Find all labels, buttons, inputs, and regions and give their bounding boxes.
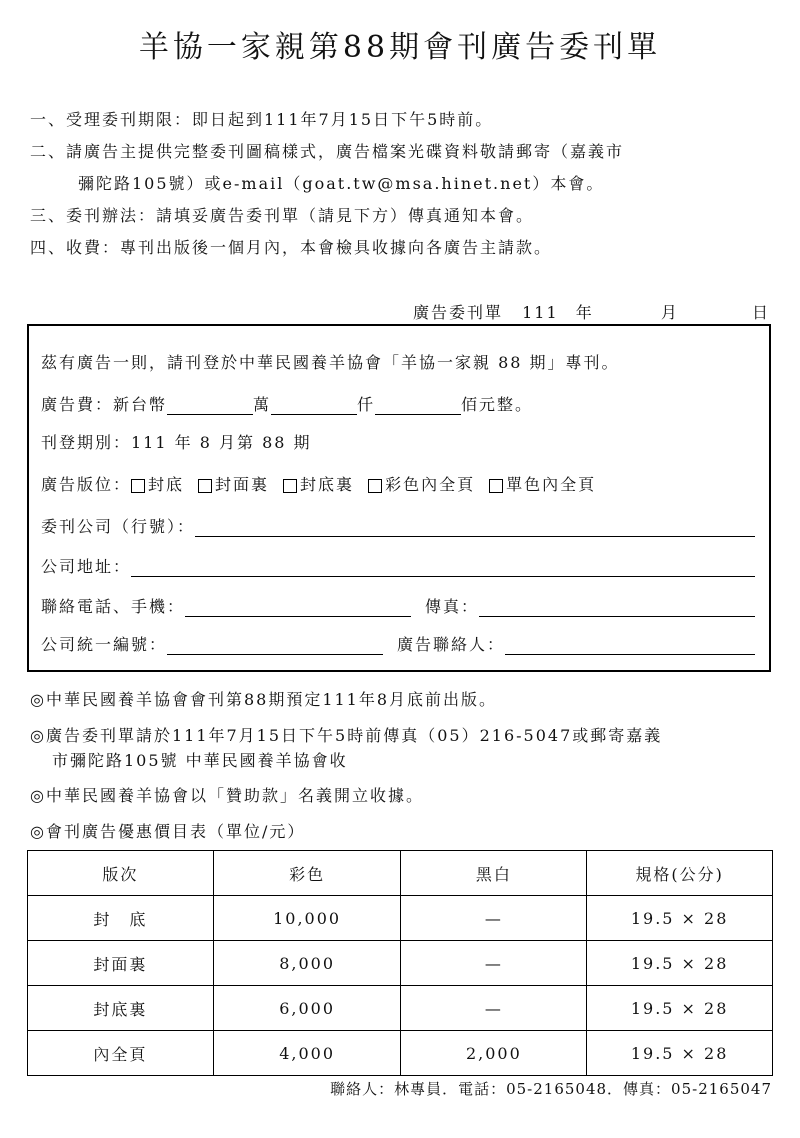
- table-row: [28, 896, 773, 941]
- table-cell: 4,000: [213, 1031, 401, 1076]
- table-row: [28, 1031, 773, 1076]
- table-cell: 19.5 × 28: [587, 986, 773, 1031]
- form-intro: 茲有廣告一則，請刊登於中華民國養羊協會「羊協一家親 88 期」專刊。: [41, 353, 620, 372]
- position-option-inside-back[interactable]: [283, 472, 354, 495]
- position-option-back-cover[interactable]: [131, 472, 184, 495]
- page-title: 羊協一家親第88期會刊廣告委刊單: [138, 30, 662, 65]
- fee-unit-wan: 萬: [253, 395, 272, 414]
- address-row: [41, 554, 755, 577]
- contact-person-field[interactable]: [505, 636, 755, 655]
- table-cell: 封面裏: [28, 941, 214, 986]
- table-cell: 6,000: [213, 986, 401, 1031]
- option-label: 單色內全頁: [506, 475, 597, 494]
- instruction-2-text: 二、請廣告主提供完整委刊圖稿樣式，廣告檔案光碟資料敬請郵寄（嘉義市: [30, 142, 625, 161]
- table-cell: 10,000: [213, 896, 401, 941]
- form-year-unit: 年: [575, 303, 594, 322]
- option-label: 封底: [148, 475, 185, 494]
- instruction-1-text: 一、受理委刊期限：即日起到111年7月15日下午5時前。: [30, 110, 494, 129]
- table-cell: 封 底: [28, 896, 214, 941]
- position-row: [41, 472, 755, 495]
- instruction-3: [30, 200, 780, 232]
- table-cell: 封底裏: [28, 986, 214, 1031]
- bottom-note-4: ◎會刊廣告優惠價目表（單位/元）: [30, 822, 306, 841]
- issue-text: 刊登期別：111 年 8 月第 88 期: [41, 433, 312, 452]
- position-label: 廣告版位：: [41, 475, 132, 494]
- fee-label: 廣告費：新台幣: [41, 395, 168, 414]
- table-row: [28, 986, 773, 1031]
- instruction-2: [30, 136, 780, 200]
- address-field[interactable]: [131, 558, 755, 577]
- option-label: 封底裏: [300, 475, 355, 494]
- form-month-unit: 月: [660, 303, 679, 322]
- instruction-4-text: 四、收費：專刊出版後一個月內，本會檢具收據向各廣告主請款。: [30, 238, 553, 257]
- checkbox[interactable]: [131, 479, 145, 493]
- column-header: 彩色: [213, 851, 401, 896]
- fee-row: [41, 392, 755, 415]
- checkbox[interactable]: [368, 479, 382, 493]
- table-header-row: [28, 851, 773, 896]
- table-row: [28, 941, 773, 986]
- table-cell: —: [401, 941, 587, 986]
- bottom-note-2: ◎廣告委刊單請於111年7月15日下午5時前傳真（05）216-5047或郵寄嘉義: [30, 726, 663, 745]
- form-date-line: [413, 300, 770, 323]
- fax-field[interactable]: [479, 598, 755, 617]
- contact-person-label: 廣告聯絡人：: [397, 635, 506, 654]
- fee-wan-field[interactable]: [167, 396, 253, 415]
- checkbox[interactable]: [283, 479, 297, 493]
- form-year: 111: [522, 303, 559, 322]
- tax-id-row: [41, 632, 755, 655]
- table-cell: 內全頁: [28, 1031, 214, 1076]
- form-intro-row: [41, 350, 755, 373]
- table-cell: —: [401, 986, 587, 1031]
- table-cell: 19.5 × 28: [587, 941, 773, 986]
- phone-label: 聯絡電話、手機：: [41, 597, 186, 616]
- company-row: [41, 514, 755, 537]
- instruction-1: [30, 104, 780, 136]
- tax-id-label: 公司統一編號：: [41, 635, 168, 654]
- instruction-4: [30, 232, 780, 264]
- column-header: 版次: [28, 851, 214, 896]
- table-cell: —: [401, 896, 587, 941]
- tax-id-field[interactable]: [167, 636, 383, 655]
- bottom-notes: [30, 682, 780, 850]
- phone-field[interactable]: [185, 598, 411, 617]
- fee-qian-field[interactable]: [271, 396, 357, 415]
- fee-bai-field[interactable]: [375, 396, 461, 415]
- address-label: 公司地址：: [41, 557, 132, 576]
- company-field[interactable]: [195, 518, 755, 537]
- contact-footer: 聯絡人：林專員．電話：05-2165048．傳真：05-2165047: [330, 1080, 772, 1098]
- table-cell: 19.5 × 28: [587, 1031, 773, 1076]
- option-label: 封面裏: [215, 475, 270, 494]
- option-label: 彩色內全頁: [385, 475, 476, 494]
- instruction-2-cont: 彌陀路105號）或e-mail（goat.tw@msa.hinet.net）本會。: [78, 174, 605, 193]
- position-option-color-page[interactable]: [368, 472, 475, 495]
- column-header: 規格(公分): [587, 851, 773, 896]
- table-cell: 19.5 × 28: [587, 896, 773, 941]
- price-table: [27, 850, 773, 1076]
- bottom-note-1: ◎中華民國養羊協會會刊第88期預定111年8月底前出版。: [30, 690, 498, 709]
- form-label: 廣告委刊單: [413, 303, 504, 322]
- phone-row: [41, 594, 755, 617]
- bottom-note-2-cont: 市彌陀路105號 中華民國養羊協會收: [52, 751, 348, 770]
- company-label: 委刊公司（行號）：: [41, 517, 196, 536]
- table-cell: 2,000: [401, 1031, 587, 1076]
- instructions: [30, 104, 780, 264]
- bottom-note-3: ◎中華民國養羊協會以「贊助款」名義開立收據。: [30, 786, 424, 805]
- ad-order-form: [27, 324, 771, 672]
- position-option-inside-front[interactable]: [198, 472, 269, 495]
- instruction-3-text: 三、委刊辦法：請填妥廣告委刊單（請見下方）傳真通知本會。: [30, 206, 535, 225]
- form-day-unit: 日: [751, 303, 770, 322]
- fax-label: 傳真：: [425, 597, 480, 616]
- fee-unit-qian: 仟: [357, 395, 376, 414]
- checkbox[interactable]: [489, 479, 503, 493]
- fee-unit-bai: 佰元整。: [461, 395, 534, 414]
- position-option-mono-page[interactable]: [489, 472, 596, 495]
- issue-row: [41, 430, 755, 453]
- checkbox[interactable]: [198, 479, 212, 493]
- table-cell: 8,000: [213, 941, 401, 986]
- column-header: 黑白: [401, 851, 587, 896]
